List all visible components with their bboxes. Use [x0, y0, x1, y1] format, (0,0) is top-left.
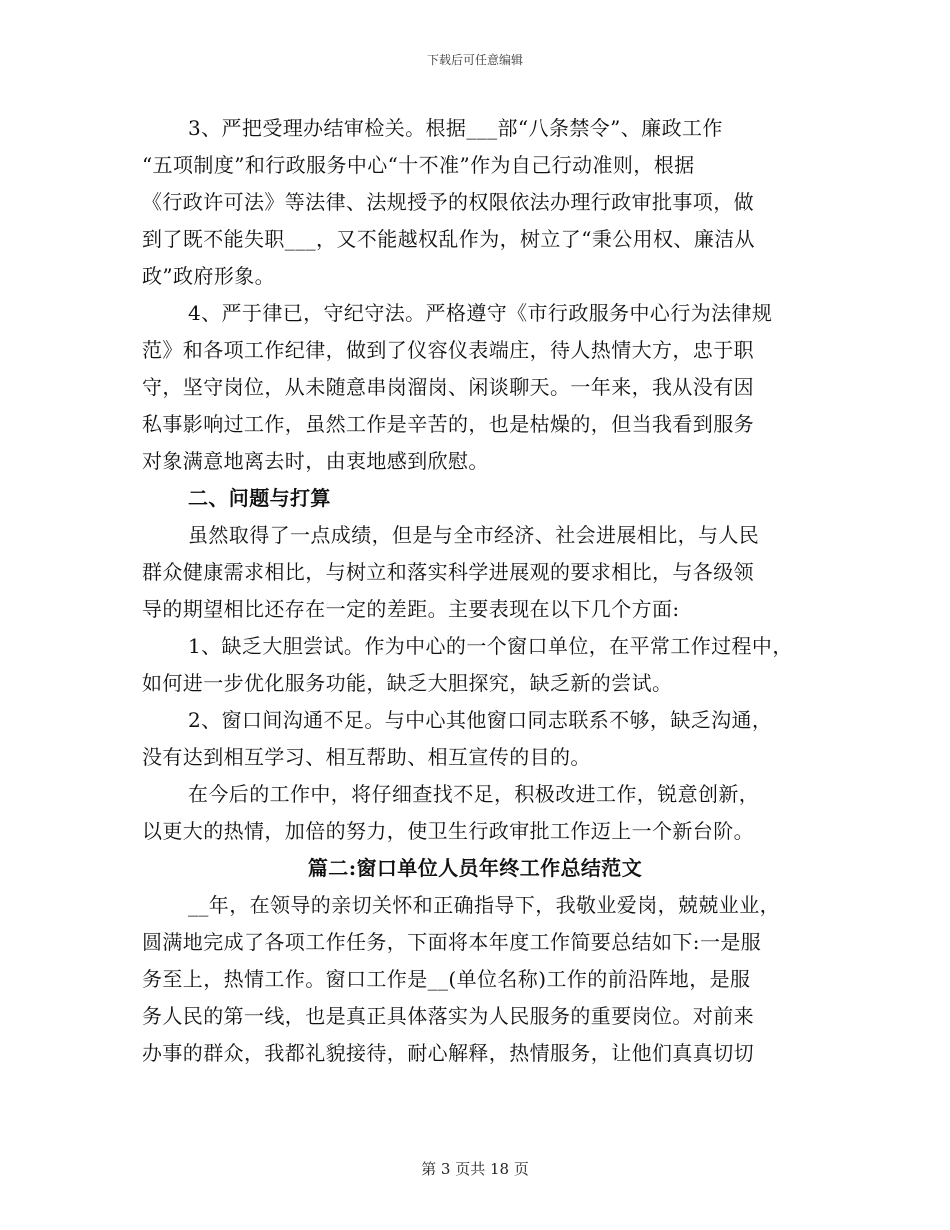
- paragraph-line: 范》和各项工作纪律，做到了仪容仪表端庄，待人热情大方，忠于职: [142, 338, 754, 362]
- paragraph-line: 守，坚守岗位，从未随意串岗溜岗、闲谈聊天。一年来，我从没有因: [142, 375, 754, 399]
- paragraph-line: 1、缺乏大胆尝试。作为中心的一个窗口单位，在平常工作过程中，: [188, 634, 793, 658]
- paragraph-line: 政”政府形象。: [142, 264, 276, 288]
- paragraph-line: 圆满地完成了各项工作任务，下面将本年度工作简要总结如下:一是服: [142, 930, 762, 954]
- paragraph-line: 在今后的工作中，将仔细查找不足，积极改进工作，锐意创新，: [188, 782, 760, 806]
- page-header-note: 下载后可任意编辑: [426, 53, 523, 67]
- paragraph-line: 到了既不能失职___，又不能越权乱作为，树立了“秉公用权、廉洁从: [142, 227, 756, 251]
- paragraph-line: 群众健康需求相比，与树立和落实科学进展观的要求相比，与各级领: [142, 560, 754, 584]
- paragraph-line: 务至上，热情工作。窗口工作是__(单位名称)工作的前沿阵地，是服: [142, 967, 751, 991]
- paragraph-line: __年，在领导的亲切关怀和正确指导下，我敬业爱岗，兢兢业业，: [188, 893, 780, 917]
- section-heading: 二、问题与打算: [188, 486, 331, 510]
- paragraph-line: 导的期望相比还存在一定的差距。主要表现在以下几个方面:: [142, 597, 680, 621]
- paragraph-line: 2、窗口间沟通不足。与中心其他窗口同志联系不够，缺乏沟通，: [188, 708, 773, 732]
- paragraph-line: 以更大的热情，加倍的努力，使卫生行政审批工作迈上一个新台阶。: [142, 819, 754, 843]
- paragraph-line: 虽然取得了一点成绩，但是与全市经济、社会进展相比，与人民: [188, 523, 760, 547]
- paragraph-line: 《行政许可法》等法律、法规授予的权限依法办理行政审批事项，做: [142, 190, 754, 214]
- paragraph-line: 办事的群众，我都礼貌接待，耐心解释，热情服务，让他们真真切切: [142, 1041, 754, 1065]
- paragraph-line: 3、严把受理办结审检关。根据___部“八条禁令”、廉政工作: [188, 116, 723, 140]
- page-number: 第 3 页共 18 页: [421, 1160, 529, 1178]
- paragraph-line: 如何进一步优化服务功能，缺乏大胆探究，缺乏新的尝试。: [142, 671, 673, 695]
- article-title: 篇二:窗口单位人员年终工作总结范文: [307, 856, 643, 880]
- paragraph-line: 务人民的第一线，也是真正具体落实为人民服务的重要岗位。对前来: [142, 1004, 754, 1028]
- paragraph-line: 没有达到相互学习、相互帮助、相互宣传的目的。: [142, 745, 591, 769]
- paragraph-line: 4、严于律已，守纪守法。严格遵守《市行政服务中心行为法律规: [188, 301, 773, 325]
- paragraph-line: “五项制度”和行政服务中心“十不准”作为自己行动准则，根据: [142, 153, 695, 177]
- paragraph-line: 私事影响过工作，虽然工作是辛苦的，也是枯燥的，但当我看到服务: [142, 412, 754, 436]
- paragraph-line: 对象满意地离去时，由衷地感到欣慰。: [142, 449, 489, 473]
